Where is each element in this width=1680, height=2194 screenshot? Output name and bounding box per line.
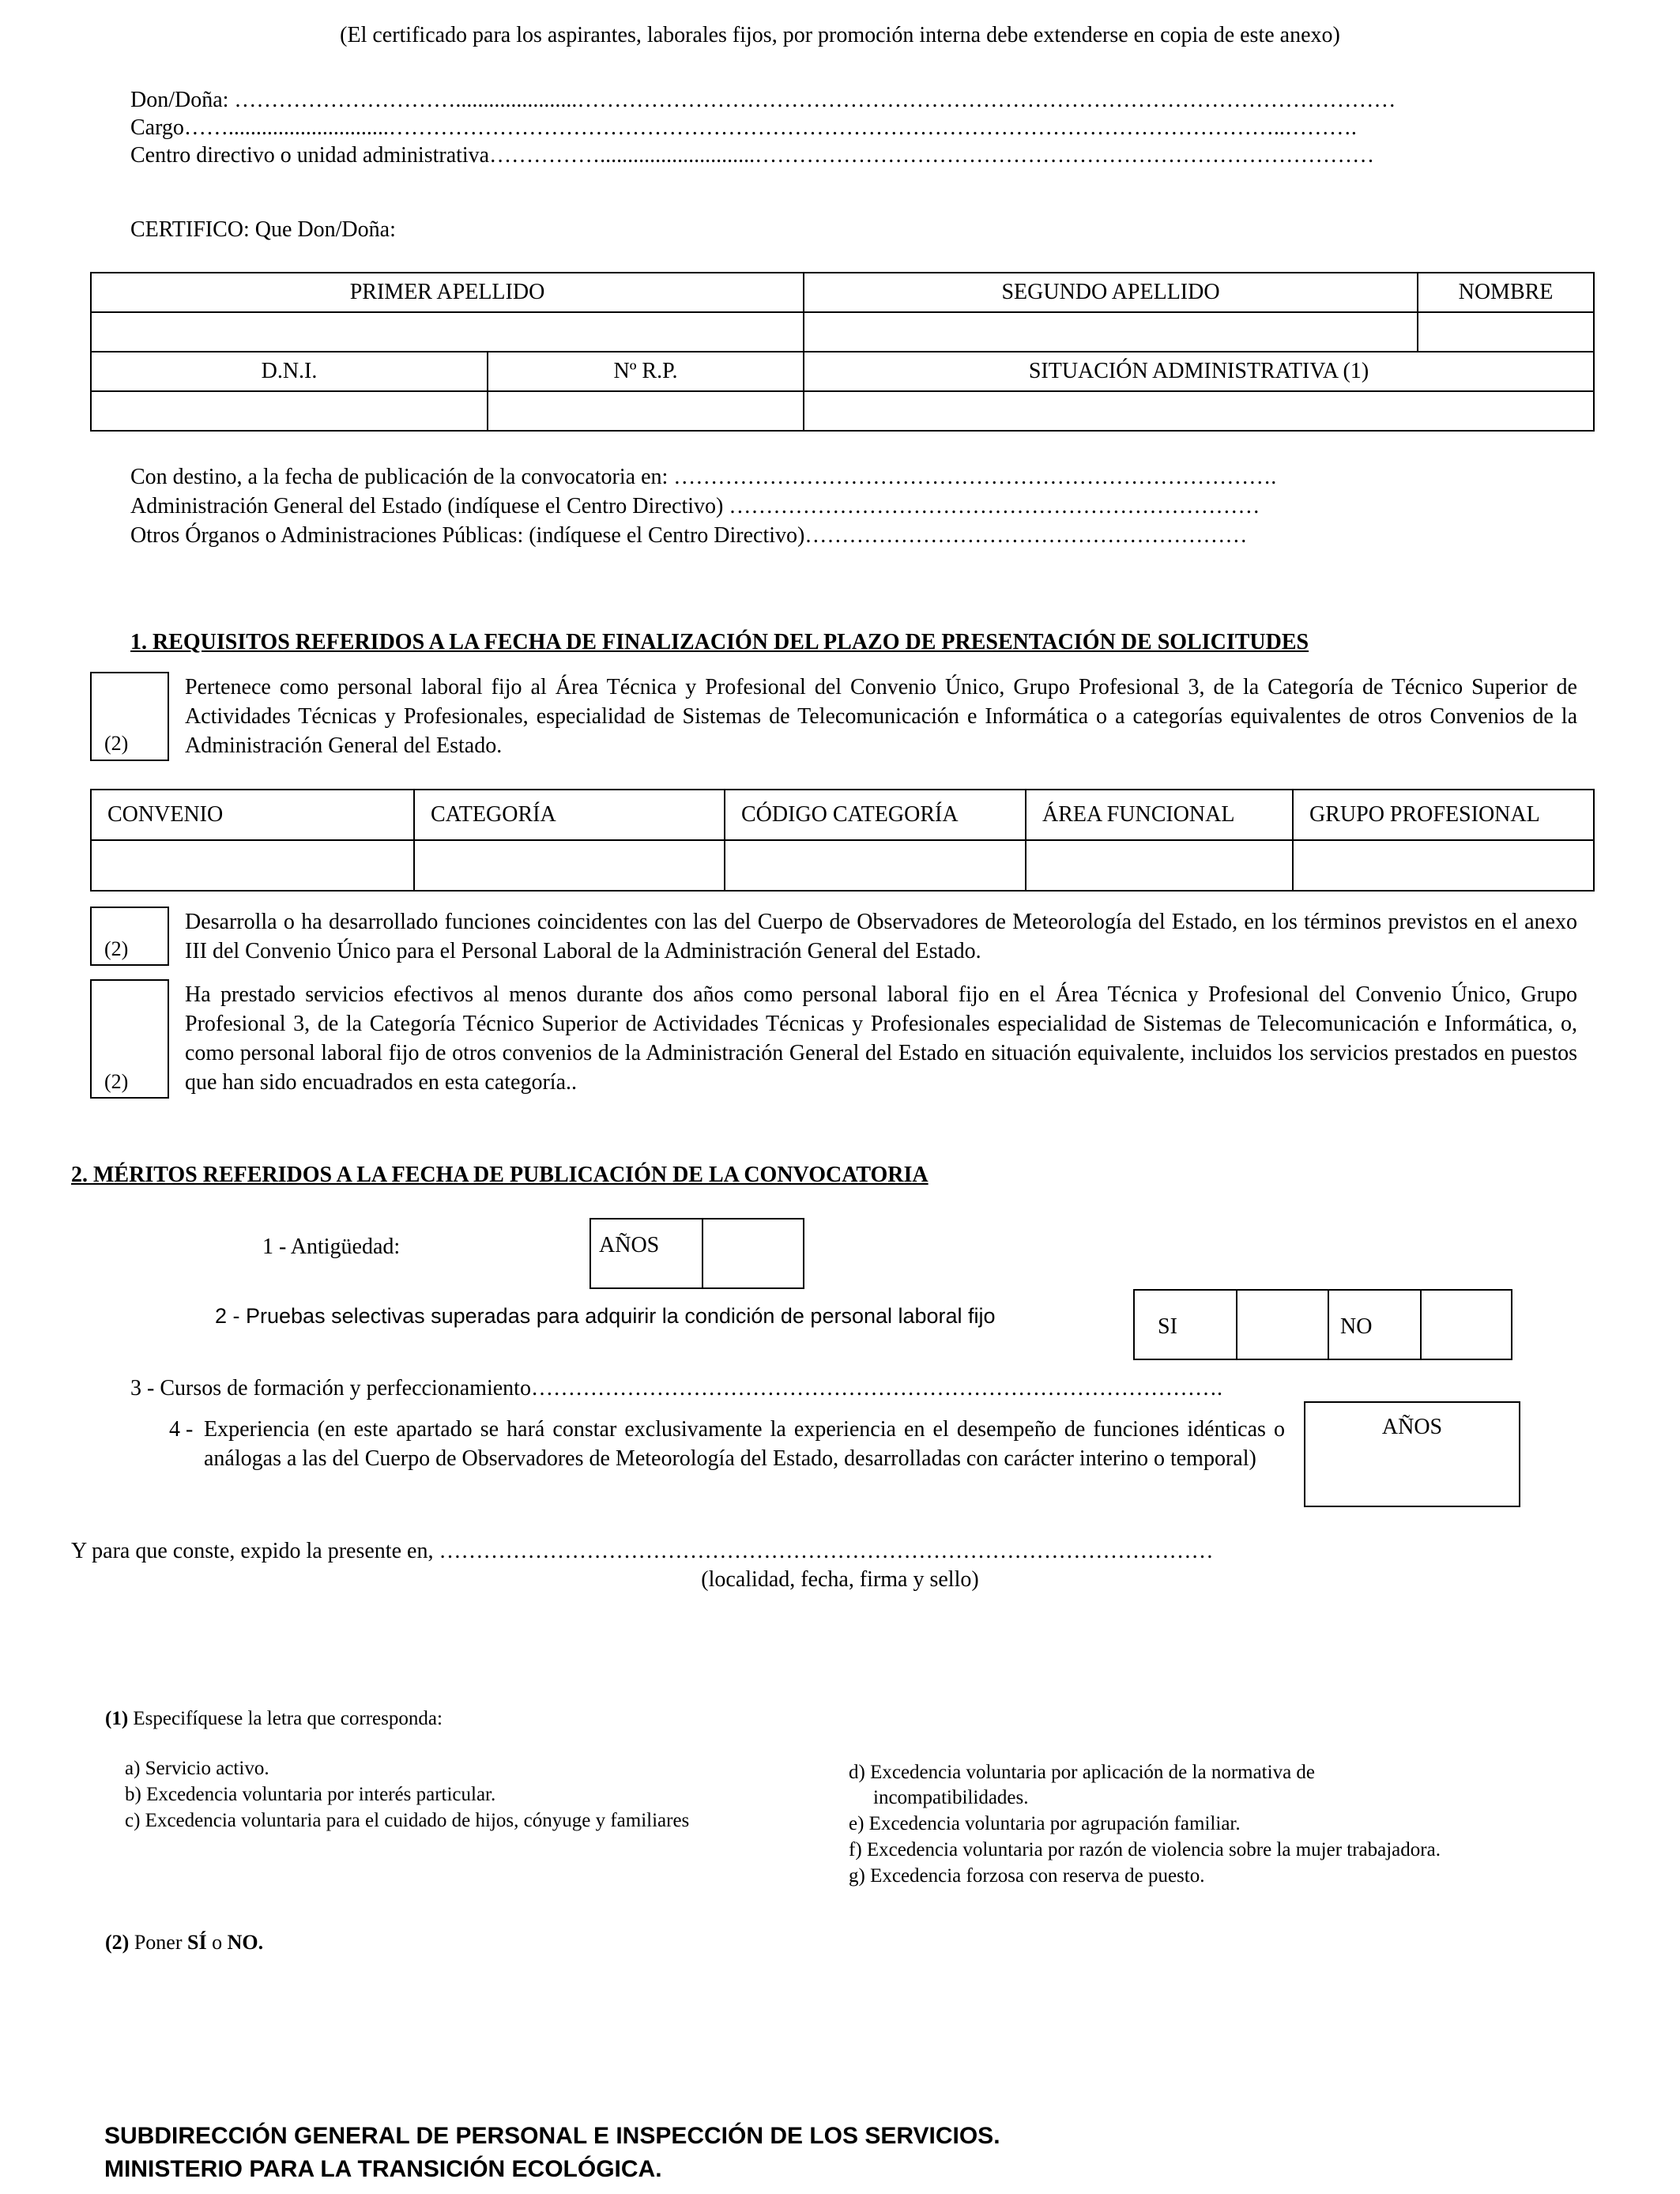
situacion-input[interactable] [804,391,1594,431]
req2-checkbox[interactable] [90,907,169,966]
convenio-input[interactable] [91,840,414,891]
req1-text: Pertenece como personal laboral fijo al Área Técnica y Profesional del Convenio Único, Grupo Profesional 3, de la Categoría de Técnico Superior de Actividades Técnicas y Profesionales, especialidad de Sistemas de Telecomunicación e Informática o a categorías equivalentes de otros Convenios de la Administración General del Estado. [185,675,1577,758]
experiencia-anos-label: AÑOS [1381,1415,1443,1439]
footnote2-pre: Poner [129,1931,187,1954]
header-convenio: CONVENIO [91,790,414,840]
pruebas-divider-3 [1420,1289,1422,1360]
closing-note: (localidad, fecha, firma y sello) [701,1567,979,1592]
footnote1-item-g: g) Excedencia forzosa con reserva de puesto. [849,1865,1205,1887]
convenio-table [90,789,1595,892]
footnote1-item-a: a) Servicio activo. [125,1758,269,1779]
antiguedad-divider [702,1218,703,1289]
req2-box-label: (2) [104,937,129,960]
closing-line[interactable]: Y para que conste, expido la presente en, …………………………………………………………………………………………… [71,1539,1214,1563]
footnote1-number: (1) [105,1708,129,1729]
pruebas-no-label: NO [1340,1314,1373,1339]
footnote2 [105,1929,263,1955]
experiencia-text: Experiencia (en este apartado se hará constar exclusivamente la experiencia en el desempeño de funciones idénticas o análogas a las del Cuerpo de Observadores de Meteorología del Estado, desarrolladas con carácter interino o temporal) [204,1417,1285,1471]
centro-directivo-field[interactable]: Centro directivo o unidad administrativa……………............................………………………………………………………………………… [130,143,1375,168]
header-codigo-categoria: CÓDIGO CATEGORÍA [725,790,1026,840]
footnote1-item-f: f) Excedencia voluntaria por razón de violencia sobre la mujer trabajadora. [849,1839,1441,1860]
header-grupo-profesional: GRUPO PROFESIONAL [1293,790,1594,840]
header-situacion: SITUACIÓN ADMINISTRATIVA (1) [804,352,1594,391]
destino-line[interactable]: Con destino, a la fecha de publicación de la convocatoria en: ………………………………………………………………………. [130,465,1277,489]
header-primer-apellido: PRIMER APELLIDO [91,273,804,312]
req1-box-label: (2) [104,732,129,755]
req3-text: Ha prestado servicios efectivos al menos durante dos años como personal laboral fijo en el Área Técnica y Profesional del Convenio Único, Grupo Profesional 3, de la Categoría Técnico Superior de Actividades Técnicas y Profesionales especialidad de Sistemas de Telecomunicación e Informática, o, como personal laboral fijo de otros convenios de la Administración General del Estado en situación equivalente, incluidos los servicios prestados en puestos que han sido encuadrados en esta categoría.. [185,982,1577,1095]
footnote1-item-b: b) Excedencia voluntaria por interés particular. [125,1784,496,1805]
header-note: (El certificado para los aspirantes, laborales fijos, por promoción interna debe extenderse en copia de este anexo) [340,23,1340,47]
footnote1-item-c: c) Excedencia voluntaria para el cuidado de hijos, cónyuge y familiares [125,1810,690,1831]
dni-input[interactable] [91,391,488,431]
footer-subdireccion: SUBDIRECCIÓN GENERAL DE PERSONAL E INSPECCIÓN DE LOS SERVICIOS. [104,2123,1000,2149]
cargo-field[interactable]: Cargo…….............................…………………………………………………………………………………………………………..………. [130,115,1357,140]
pruebas-no-checkbox[interactable] [1423,1292,1510,1357]
section2-title: 2. MÉRITOS REFERIDOS A LA FECHA DE PUBLICACIÓN DE LA CONVOCATORIA [71,1163,929,1187]
header-nombre: NOMBRE [1418,273,1594,312]
req3-checkbox[interactable] [90,979,169,1099]
antiguedad-label: 1 - Antigüedad: [262,1235,401,1259]
pruebas-si-label: SI [1158,1314,1177,1339]
nombre-input[interactable] [1418,312,1594,352]
codigo-categoria-input[interactable] [725,840,1026,891]
pruebas-divider-2 [1328,1289,1329,1360]
certifico-label: CERTIFICO: Que Don/Doña: [130,217,396,242]
footnote2-no: NO. [227,1931,264,1954]
categoria-input[interactable] [414,840,725,891]
header-dni: D.N.I. [91,352,488,391]
section1-title: 1. REQUISITOS REFERIDOS A LA FECHA DE FINALIZACIÓN DEL PLAZO DE PRESENTACIÓN DE SOLICITUDES [130,630,1309,654]
header-area-funcional: ÁREA FUNCIONAL [1026,790,1293,840]
destino-age-line[interactable]: Administración General del Estado (indíquese el Centro Directivo) ……………………………………………………………… [130,494,1260,518]
footnote2-number: (2) [105,1931,130,1954]
grupo-profesional-input[interactable] [1293,840,1594,891]
footnote2-mid: o [206,1931,228,1954]
footnote2-si: SÍ [187,1931,207,1954]
area-funcional-input[interactable] [1026,840,1293,891]
pruebas-divider-1 [1236,1289,1237,1360]
footnote1-item-d: d) Excedencia voluntaria por aplicación de la normativa de [849,1762,1316,1783]
footer-ministerio: MINISTERIO PARA LA TRANSICIÓN ECOLÓGICA. [104,2156,662,2182]
footnote1-item-e: e) Excedencia voluntaria por agrupación familiar. [849,1813,1241,1834]
req2-text: Desarrolla o ha desarrollado funciones coincidentes con las del Cuerpo de Observadores de Meteorología del Estado, en los términos previstos en el anexo III del Convenio Único para el Personal Laboral de la Administración General del Estado. [185,910,1577,963]
antiguedad-anos-label: AÑOS [599,1233,660,1257]
don-dona-field[interactable]: Don/Doña: …………………………......................………………………………………………………………………………………………… [130,88,1396,112]
experiencia-number: 4 - [169,1417,194,1442]
header-segundo-apellido: SEGUNDO APELLIDO [804,273,1418,312]
header-nrp: Nº R.P. [488,352,804,391]
antiguedad-anos-input[interactable] [705,1221,801,1286]
destino-otros-line[interactable]: Otros Órganos o Administraciones Públicas: (indíquese el Centro Directivo)…………………………………………………… [130,523,1248,548]
header-categoria: CATEGORÍA [414,790,725,840]
personal-data-table [90,272,1595,432]
req3-box-label: (2) [104,1070,129,1093]
pruebas-si-checkbox[interactable] [1239,1292,1326,1357]
footnote1-text: Especifíquese la letra que corresponda: [128,1708,443,1729]
primer-apellido-input[interactable] [91,312,804,352]
cursos-line[interactable]: 3 - Cursos de formación y perfeccionamiento…………………………………………………………………………………. [130,1376,1222,1400]
pruebas-label: 2 - Pruebas selectivas superadas para adquirir la condición de personal laboral fijo [215,1304,996,1328]
footnote1-item-d-cont: incompatibilidades. [873,1787,1029,1808]
req1-checkbox[interactable] [90,672,169,761]
segundo-apellido-input[interactable] [804,312,1418,352]
footnote1-heading [105,1706,443,1732]
nrp-input[interactable] [488,391,804,431]
